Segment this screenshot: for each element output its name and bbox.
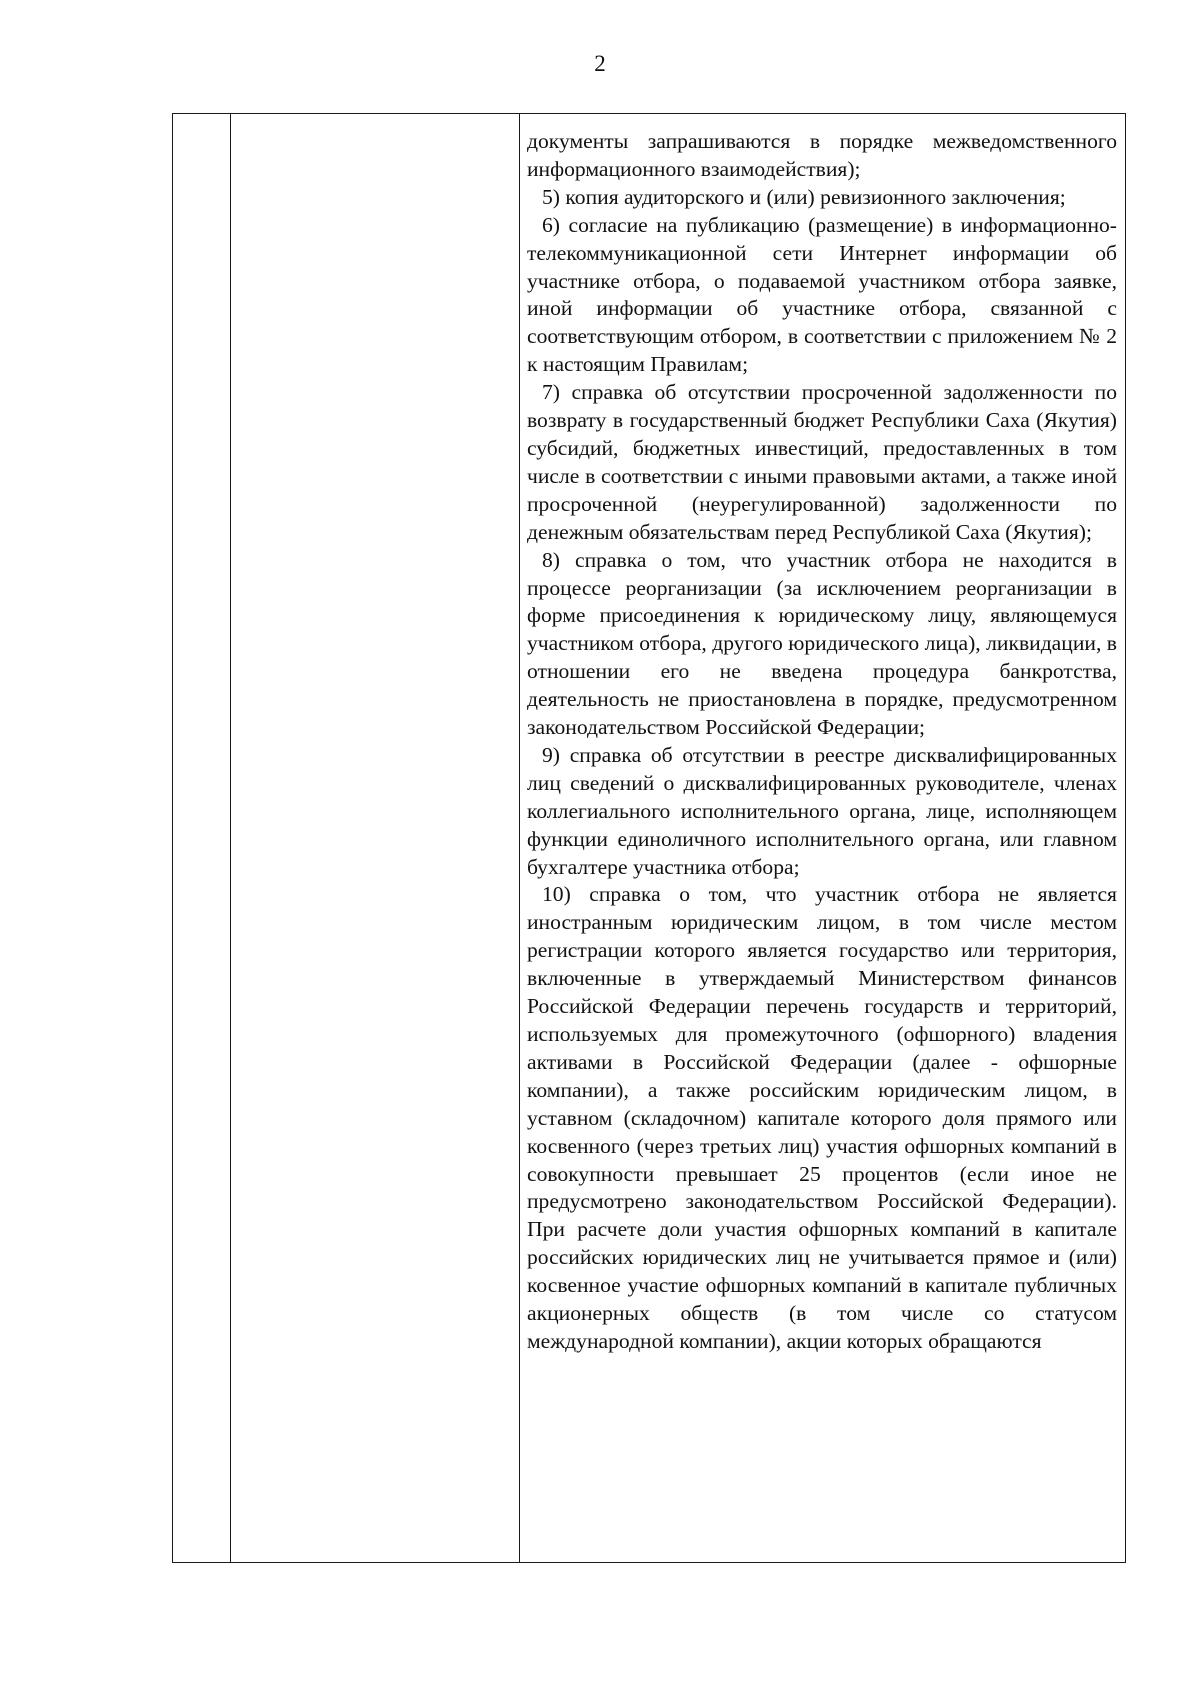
paragraph: 5) копия аудиторского и (или) ревизионного заключения; bbox=[542, 184, 1066, 209]
paragraph: 8) справка о том, что участник отбора не находится в процессе реорганизации (за исключением реорганизации в форме присоединения к юридическому лицу, являющемуся участником отбора, другого юридического лица), ликвидации, в отношении его не введена процедура банкротства, деятельность не приостановлена в порядке, предусмотренном законодательством Российской Федерации; bbox=[527, 547, 1117, 740]
paragraph: 6) согласие на публикацию (размещение) в информационно-телекоммуникационной сети Интернет информации об участнике отбора, о подаваемой участником отбора заявке, иной информации об участнике отбора, связанной с соответствующим отбором, в соответствии с приложением № 2 к настоящим Правилам; bbox=[527, 212, 1117, 377]
table-cell-number bbox=[173, 114, 231, 1563]
table-cell-content bbox=[520, 114, 1126, 1563]
document-table bbox=[172, 113, 1126, 1563]
paragraph: 7) справка об отсутствии просроченной задолженности по возврату в государственный бюджет Республики Саха (Якутия) субсидий, бюджетных инвестиций, предоставленных в том числе в соответствии с иными правовыми актами, а также иной просроченной (неурегулированной) задолженности по денежным обязательствам перед Республикой Саха (Якутия); bbox=[527, 380, 1117, 544]
page-number: 2 bbox=[594, 51, 606, 76]
table-row bbox=[173, 114, 1126, 1563]
paragraph: 9) справка об отсутствии в реестре дисквалифицированных лиц сведений о дисквалифицированных руководителе, членах коллегиального исполнительного органа, лице, исполняющем функции единоличного исполнительного органа, или главном бухгалтере участника отбора; bbox=[527, 742, 1117, 879]
cell-text bbox=[520, 114, 1125, 1356]
paragraph: 10) справка о том, что участник отбора не является иностранным юридическим лицом, в том числе местом регистрации которого является государство или территория, включенные в утверждаемый Министерством финансов Российской Федерации перечень государств и территорий, используемых для промежуточного (офшорного) владения активами в Российской Федерации (далее - офшорные компании), а также российским юридическим лицом, в уставном (складочном) капитале которого доля прямого или косвенного (через третьих лиц) участия офшорных компаний в совокупности превышает 25 процентов (если иное не предусмотрено законодательством Российской Федерации). При расчете доли участия офшорных компаний в капитале российских юридических лиц не учитывается прямое и (или) косвенное участие офшорных компаний в капитале публичных акционерных обществ (в том числе со статусом международной компании), акции которых обращаются bbox=[527, 882, 1117, 1353]
paragraph: документы запрашиваются в порядке межведомственного информационного взаимодействия); bbox=[527, 129, 1117, 181]
table-cell-name bbox=[231, 114, 520, 1563]
